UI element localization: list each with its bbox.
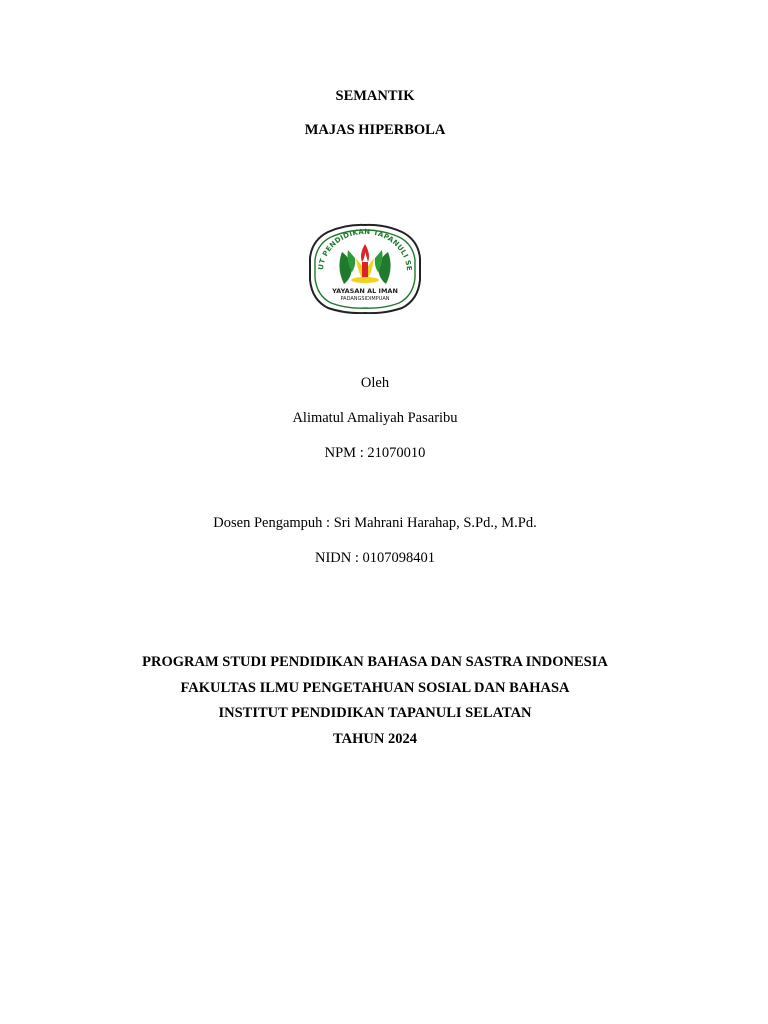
by-label: Oleh: [360, 375, 390, 391]
author-npm: NPM : 21070010: [324, 445, 426, 461]
document-subtitle: MAJAS HIPERBOLA: [304, 122, 446, 138]
faculty-name: FAKULTAS ILMU PENGETAHUAN SOSIAL DAN BAHASA: [180, 680, 570, 696]
author-name: Alimatul Amaliyah Pasaribu: [292, 410, 458, 426]
institution-logo: [306, 222, 424, 314]
lecturer-nidn: NIDN : 0107098401: [314, 550, 436, 566]
logo-city: PADANGSIDIMPUAN: [340, 296, 390, 302]
program-name: PROGRAM STUDI PENDIDIKAN BAHASA DAN SASTRA INDONESIA: [142, 654, 608, 670]
lecturer-line: Dosen Pengampuh : Sri Mahrani Harahap, S.Pd., M.Pd.: [213, 515, 537, 531]
document-title: SEMANTIK: [335, 88, 415, 104]
logo-foundation: YAYASAN AL IMAN: [332, 287, 398, 295]
svg-text:INSTITUT PENDIDIKAN TAPANULI S: UT PENDIDIKAN TAPANULI SE: [316, 227, 414, 272]
year-label: TAHUN 2024: [333, 731, 417, 747]
institute-name: INSTITUT PENDIDIKAN TAPANULI SELATAN: [218, 705, 532, 721]
logo-emblem-icon: [306, 222, 424, 314]
